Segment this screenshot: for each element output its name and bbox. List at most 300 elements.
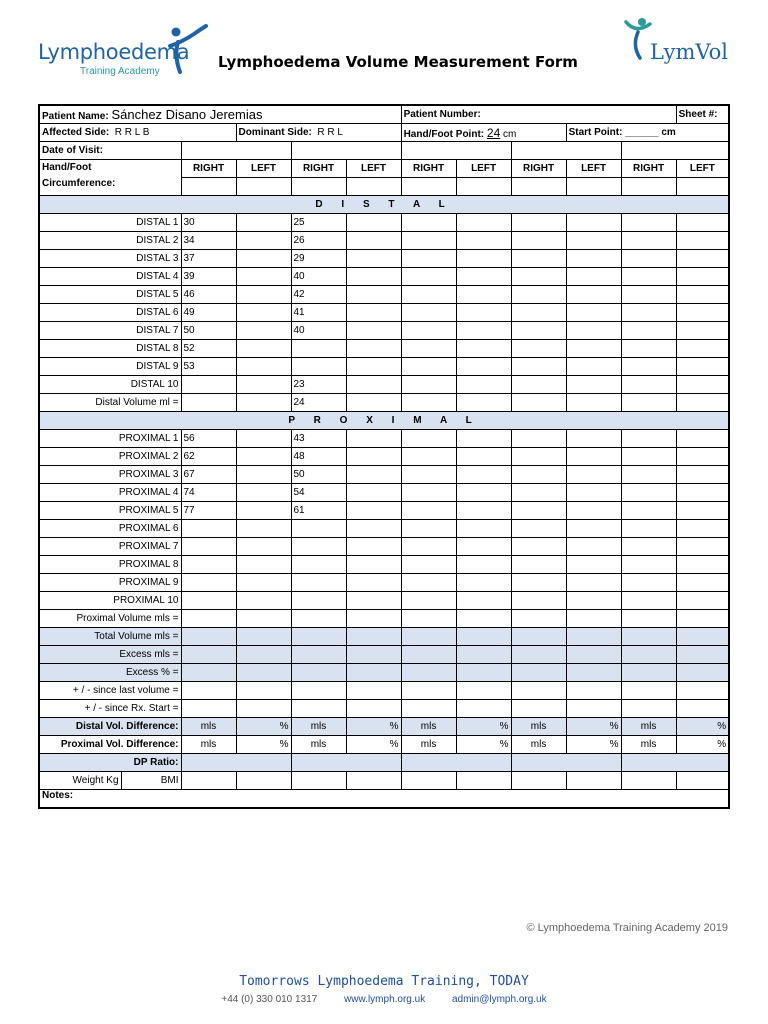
value-cell[interactable] <box>456 574 511 592</box>
value-cell[interactable] <box>401 538 456 556</box>
value-cell[interactable] <box>621 286 676 304</box>
value-cell[interactable] <box>511 664 566 682</box>
notes-area[interactable] <box>39 790 729 809</box>
value-cell[interactable] <box>401 340 456 358</box>
value-cell[interactable] <box>676 376 729 394</box>
value-cell[interactable] <box>511 646 566 664</box>
value-cell[interactable] <box>456 448 511 466</box>
sheet-cell[interactable] <box>676 105 729 124</box>
date-input-2[interactable] <box>291 142 401 160</box>
proximal-right-value[interactable] <box>291 520 346 538</box>
value-cell[interactable] <box>291 700 346 718</box>
value-cell[interactable] <box>511 610 566 628</box>
value-cell[interactable] <box>676 628 729 646</box>
proximal-right-value[interactable] <box>181 538 236 556</box>
value-cell[interactable] <box>511 232 566 250</box>
value-cell[interactable] <box>181 772 236 790</box>
value-cell[interactable] <box>236 448 291 466</box>
percent-unit[interactable]: % <box>346 736 401 754</box>
distal-right-value[interactable]: 29 <box>291 250 346 268</box>
value-cell[interactable] <box>621 430 676 448</box>
value-cell[interactable] <box>456 538 511 556</box>
value-cell[interactable] <box>291 610 346 628</box>
value-cell[interactable] <box>511 376 566 394</box>
proximal-right-value[interactable] <box>181 592 236 610</box>
value-cell[interactable] <box>236 232 291 250</box>
value-cell[interactable] <box>401 664 456 682</box>
footer-email-link[interactable]: admin@lymph.org.uk <box>451 994 547 1005</box>
value-cell[interactable] <box>676 286 729 304</box>
value-cell[interactable] <box>511 520 566 538</box>
percent-unit[interactable]: % <box>236 718 291 736</box>
distal-right-value[interactable]: 41 <box>291 304 346 322</box>
value-cell[interactable] <box>676 358 729 376</box>
value-cell[interactable] <box>346 772 401 790</box>
patient-number-cell[interactable] <box>401 105 676 124</box>
proximal-right-value[interactable] <box>291 592 346 610</box>
value-cell[interactable] <box>456 340 511 358</box>
circ-input[interactable] <box>456 178 511 196</box>
value-cell[interactable] <box>676 520 729 538</box>
value-cell[interactable] <box>236 430 291 448</box>
value-cell[interactable] <box>456 250 511 268</box>
percent-unit[interactable]: % <box>676 736 729 754</box>
value-cell[interactable] <box>236 772 291 790</box>
value-cell[interactable] <box>181 628 236 646</box>
value-cell[interactable] <box>456 304 511 322</box>
value-cell[interactable] <box>566 232 621 250</box>
value-cell[interactable] <box>676 556 729 574</box>
value-cell[interactable] <box>566 646 621 664</box>
value-cell[interactable] <box>511 628 566 646</box>
dominant-side-options[interactable]: R R L <box>317 127 343 138</box>
value-cell[interactable] <box>401 772 456 790</box>
value-cell[interactable] <box>401 250 456 268</box>
value-cell[interactable] <box>676 484 729 502</box>
value-cell[interactable] <box>566 286 621 304</box>
value-cell[interactable] <box>621 610 676 628</box>
value-cell[interactable] <box>566 628 621 646</box>
value-cell[interactable] <box>621 484 676 502</box>
value-cell[interactable] <box>511 556 566 574</box>
value-cell[interactable] <box>676 250 729 268</box>
proximal-right-value[interactable] <box>181 574 236 592</box>
value-cell[interactable] <box>236 484 291 502</box>
value-cell[interactable] <box>236 682 291 700</box>
value-cell[interactable] <box>236 214 291 232</box>
value-cell[interactable] <box>456 268 511 286</box>
value-cell[interactable] <box>511 538 566 556</box>
circ-input[interactable] <box>621 178 676 196</box>
value-cell[interactable] <box>676 448 729 466</box>
mls-unit[interactable]: mls <box>621 736 676 754</box>
value-cell[interactable] <box>346 556 401 574</box>
value-cell[interactable] <box>401 592 456 610</box>
value-cell[interactable] <box>621 268 676 286</box>
value-cell[interactable] <box>236 610 291 628</box>
value-cell[interactable] <box>621 358 676 376</box>
value-cell[interactable] <box>401 484 456 502</box>
percent-unit[interactable]: % <box>566 736 621 754</box>
value-cell[interactable] <box>456 466 511 484</box>
distal-right-value[interactable]: 26 <box>291 232 346 250</box>
value-cell[interactable] <box>621 646 676 664</box>
proximal-right-value[interactable] <box>181 556 236 574</box>
circ-input[interactable] <box>236 178 291 196</box>
value-cell[interactable] <box>346 376 401 394</box>
date-input-3[interactable] <box>401 142 511 160</box>
value-cell[interactable] <box>236 592 291 610</box>
mls-unit[interactable]: mls <box>401 718 456 736</box>
value-cell[interactable] <box>621 592 676 610</box>
value-cell[interactable] <box>676 664 729 682</box>
value-cell[interactable] <box>621 376 676 394</box>
value-cell[interactable] <box>676 430 729 448</box>
value-cell[interactable] <box>566 250 621 268</box>
value-cell[interactable] <box>291 772 346 790</box>
circ-input[interactable] <box>181 178 236 196</box>
value-cell[interactable] <box>621 556 676 574</box>
percent-unit[interactable]: % <box>346 718 401 736</box>
value-cell[interactable] <box>621 502 676 520</box>
value-cell[interactable] <box>566 538 621 556</box>
value-cell[interactable] <box>511 502 566 520</box>
value-cell[interactable] <box>566 304 621 322</box>
proximal-right-value[interactable] <box>291 574 346 592</box>
distal-right-value[interactable]: 40 <box>291 268 346 286</box>
value-cell[interactable] <box>181 682 236 700</box>
mls-unit[interactable]: mls <box>181 736 236 754</box>
value-cell[interactable] <box>676 340 729 358</box>
value-cell[interactable] <box>511 772 566 790</box>
value-cell[interactable] <box>236 466 291 484</box>
value-cell[interactable] <box>236 394 291 412</box>
value-cell[interactable] <box>621 232 676 250</box>
value-cell[interactable] <box>676 646 729 664</box>
value-cell[interactable] <box>456 664 511 682</box>
distal-right-value[interactable]: 42 <box>291 286 346 304</box>
dp-ratio-input[interactable] <box>291 754 401 772</box>
value-cell[interactable] <box>511 304 566 322</box>
value-cell[interactable] <box>401 322 456 340</box>
proximal-right-value[interactable]: 67 <box>181 466 236 484</box>
distal-right-value[interactable]: 30 <box>181 214 236 232</box>
distal-right-value[interactable]: 39 <box>181 268 236 286</box>
value-cell[interactable] <box>346 610 401 628</box>
value-cell[interactable] <box>181 610 236 628</box>
value-cell[interactable] <box>676 466 729 484</box>
value-cell[interactable] <box>456 628 511 646</box>
proximal-right-value[interactable]: 50 <box>291 466 346 484</box>
value-cell[interactable] <box>621 394 676 412</box>
value-cell[interactable] <box>236 700 291 718</box>
value-cell[interactable] <box>511 322 566 340</box>
date-input-1[interactable] <box>181 142 291 160</box>
value-cell[interactable] <box>346 700 401 718</box>
mls-unit[interactable]: mls <box>291 718 346 736</box>
value-cell[interactable] <box>181 700 236 718</box>
value-cell[interactable] <box>566 340 621 358</box>
value-cell[interactable] <box>456 700 511 718</box>
value-cell[interactable] <box>621 700 676 718</box>
value-cell[interactable] <box>401 448 456 466</box>
value-cell[interactable] <box>236 502 291 520</box>
value-cell[interactable] <box>236 520 291 538</box>
value-cell[interactable] <box>181 646 236 664</box>
mls-unit[interactable]: mls <box>511 736 566 754</box>
value-cell[interactable] <box>511 484 566 502</box>
value-cell[interactable] <box>346 520 401 538</box>
value-cell[interactable] <box>456 232 511 250</box>
value-cell[interactable] <box>676 232 729 250</box>
value-cell[interactable] <box>401 556 456 574</box>
value-cell[interactable] <box>511 250 566 268</box>
value-cell[interactable] <box>676 502 729 520</box>
percent-unit[interactable]: % <box>566 718 621 736</box>
value-cell[interactable] <box>621 214 676 232</box>
value-cell[interactable] <box>676 682 729 700</box>
value-cell[interactable] <box>236 538 291 556</box>
value-cell[interactable] <box>566 322 621 340</box>
value-cell[interactable] <box>401 628 456 646</box>
footer-website-link[interactable]: www.lymph.org.uk <box>344 994 426 1005</box>
value-cell[interactable] <box>511 592 566 610</box>
distal-right-value[interactable]: 34 <box>181 232 236 250</box>
proximal-right-value[interactable]: 61 <box>291 502 346 520</box>
dp-ratio-input[interactable] <box>401 754 511 772</box>
value-cell[interactable] <box>236 574 291 592</box>
value-cell[interactable] <box>456 502 511 520</box>
distal-right-value[interactable]: 25 <box>291 214 346 232</box>
percent-unit[interactable]: % <box>456 718 511 736</box>
value-cell[interactable] <box>346 322 401 340</box>
circ-input[interactable] <box>676 178 729 196</box>
proximal-right-value[interactable]: 74 <box>181 484 236 502</box>
distal-right-value[interactable]: 50 <box>181 322 236 340</box>
start-point-cell[interactable] <box>566 124 729 142</box>
value-cell[interactable] <box>456 430 511 448</box>
value-cell[interactable] <box>181 394 236 412</box>
dp-ratio-input[interactable] <box>511 754 621 772</box>
value-cell[interactable] <box>346 628 401 646</box>
value-cell[interactable] <box>511 394 566 412</box>
dp-ratio-input[interactable] <box>181 754 291 772</box>
value-cell[interactable] <box>621 322 676 340</box>
value-cell[interactable] <box>566 502 621 520</box>
value-cell[interactable] <box>236 286 291 304</box>
value-cell[interactable] <box>566 430 621 448</box>
date-input-5[interactable] <box>621 142 729 160</box>
value-cell[interactable] <box>676 322 729 340</box>
value-cell[interactable] <box>676 700 729 718</box>
patient-name-cell[interactable] <box>39 105 401 124</box>
value-cell[interactable] <box>566 466 621 484</box>
value-cell[interactable] <box>291 664 346 682</box>
value-cell[interactable] <box>401 466 456 484</box>
value-cell[interactable] <box>566 610 621 628</box>
value-cell[interactable] <box>401 682 456 700</box>
circ-input[interactable] <box>511 178 566 196</box>
circ-input[interactable] <box>291 178 346 196</box>
value-cell[interactable] <box>401 502 456 520</box>
value-cell[interactable] <box>511 286 566 304</box>
proximal-right-value[interactable] <box>291 538 346 556</box>
value-cell[interactable] <box>511 214 566 232</box>
value-cell[interactable] <box>566 664 621 682</box>
value-cell[interactable] <box>566 376 621 394</box>
value-cell[interactable] <box>511 574 566 592</box>
value-cell[interactable] <box>401 214 456 232</box>
value-cell[interactable] <box>566 358 621 376</box>
value-cell[interactable] <box>346 682 401 700</box>
value-cell[interactable] <box>401 286 456 304</box>
proximal-right-value[interactable] <box>291 556 346 574</box>
circ-input[interactable] <box>346 178 401 196</box>
percent-unit[interactable]: % <box>456 736 511 754</box>
value-cell[interactable] <box>346 502 401 520</box>
value-cell[interactable] <box>346 664 401 682</box>
value-cell[interactable] <box>511 700 566 718</box>
value-cell[interactable] <box>236 556 291 574</box>
value-cell[interactable] <box>401 376 456 394</box>
value-cell[interactable] <box>566 394 621 412</box>
value-cell[interactable] <box>291 682 346 700</box>
proximal-right-value[interactable]: 56 <box>181 430 236 448</box>
value-cell[interactable] <box>566 682 621 700</box>
value-cell[interactable] <box>621 340 676 358</box>
value-cell[interactable] <box>566 520 621 538</box>
value-cell[interactable] <box>346 358 401 376</box>
value-cell[interactable] <box>456 358 511 376</box>
distal-right-value[interactable]: 49 <box>181 304 236 322</box>
value-cell[interactable] <box>236 340 291 358</box>
value-cell[interactable] <box>511 466 566 484</box>
distal-right-value[interactable] <box>181 376 236 394</box>
value-cell[interactable] <box>676 304 729 322</box>
value-cell[interactable] <box>676 268 729 286</box>
value-cell[interactable] <box>456 286 511 304</box>
value-cell[interactable] <box>401 646 456 664</box>
value-cell[interactable] <box>621 682 676 700</box>
value-cell[interactable] <box>456 610 511 628</box>
value-cell[interactable] <box>346 466 401 484</box>
distal-right-value[interactable]: 53 <box>181 358 236 376</box>
value-cell[interactable] <box>346 268 401 286</box>
distal-right-value[interactable]: 37 <box>181 250 236 268</box>
value-cell[interactable] <box>291 628 346 646</box>
value-cell[interactable] <box>346 304 401 322</box>
value-cell[interactable] <box>401 304 456 322</box>
value-cell[interactable] <box>236 358 291 376</box>
value-cell[interactable] <box>676 538 729 556</box>
value-cell[interactable] <box>346 250 401 268</box>
value-cell[interactable] <box>346 484 401 502</box>
value-cell[interactable] <box>621 574 676 592</box>
value-cell[interactable] <box>346 646 401 664</box>
value-cell[interactable] <box>511 430 566 448</box>
value-cell[interactable] <box>456 646 511 664</box>
distal-right-value[interactable]: 52 <box>181 340 236 358</box>
value-cell[interactable] <box>621 466 676 484</box>
value-cell[interactable] <box>621 664 676 682</box>
value-cell[interactable] <box>346 592 401 610</box>
value-cell[interactable] <box>181 664 236 682</box>
distal-right-value[interactable] <box>291 358 346 376</box>
value-cell[interactable] <box>346 340 401 358</box>
value-cell[interactable] <box>456 520 511 538</box>
value-cell[interactable] <box>346 232 401 250</box>
value-cell[interactable] <box>346 214 401 232</box>
value-cell[interactable] <box>456 772 511 790</box>
percent-unit[interactable]: % <box>236 736 291 754</box>
value-cell[interactable] <box>676 214 729 232</box>
value-cell[interactable] <box>401 574 456 592</box>
mls-unit[interactable]: mls <box>511 718 566 736</box>
value-cell[interactable] <box>456 394 511 412</box>
value-cell[interactable] <box>401 268 456 286</box>
distal-right-value[interactable] <box>291 340 346 358</box>
value-cell[interactable] <box>676 574 729 592</box>
value-cell[interactable] <box>346 574 401 592</box>
value-cell[interactable] <box>566 700 621 718</box>
percent-unit[interactable]: % <box>676 718 729 736</box>
value-cell[interactable] <box>456 214 511 232</box>
value-cell[interactable] <box>621 304 676 322</box>
value-cell[interactable] <box>346 448 401 466</box>
value-cell[interactable] <box>236 304 291 322</box>
value-cell[interactable] <box>566 268 621 286</box>
value-cell[interactable] <box>621 772 676 790</box>
value-cell[interactable] <box>236 268 291 286</box>
value-cell[interactable] <box>511 268 566 286</box>
affected-side-options[interactable]: R R L B <box>114 127 150 138</box>
value-cell[interactable] <box>346 286 401 304</box>
dominant-side-cell[interactable] <box>236 124 401 142</box>
mls-unit[interactable]: mls <box>181 718 236 736</box>
value-cell[interactable] <box>236 250 291 268</box>
distal-right-value[interactable]: 23 <box>291 376 346 394</box>
value-cell[interactable] <box>566 772 621 790</box>
mls-unit[interactable]: mls <box>291 736 346 754</box>
value-cell[interactable] <box>566 592 621 610</box>
value-cell[interactable] <box>621 448 676 466</box>
circ-input[interactable] <box>566 178 621 196</box>
value-cell[interactable] <box>346 394 401 412</box>
mls-unit[interactable]: mls <box>621 718 676 736</box>
value-cell[interactable] <box>676 772 729 790</box>
proximal-right-value[interactable]: 62 <box>181 448 236 466</box>
value-cell[interactable] <box>676 592 729 610</box>
value-cell[interactable] <box>236 376 291 394</box>
value-cell[interactable] <box>566 484 621 502</box>
value-cell[interactable] <box>401 358 456 376</box>
value-cell[interactable] <box>676 610 729 628</box>
value-cell[interactable] <box>456 484 511 502</box>
value-cell[interactable] <box>401 430 456 448</box>
value-cell[interactable] <box>456 376 511 394</box>
value-cell[interactable] <box>511 358 566 376</box>
hand-foot-point-cell[interactable] <box>401 124 566 142</box>
value-cell[interactable] <box>456 556 511 574</box>
value-cell[interactable] <box>236 322 291 340</box>
distal-volume-value[interactable]: 24 <box>291 394 346 412</box>
value-cell[interactable] <box>511 448 566 466</box>
value-cell[interactable] <box>566 448 621 466</box>
value-cell[interactable] <box>401 520 456 538</box>
value-cell[interactable] <box>511 340 566 358</box>
dp-ratio-input[interactable] <box>621 754 729 772</box>
value-cell[interactable] <box>401 232 456 250</box>
